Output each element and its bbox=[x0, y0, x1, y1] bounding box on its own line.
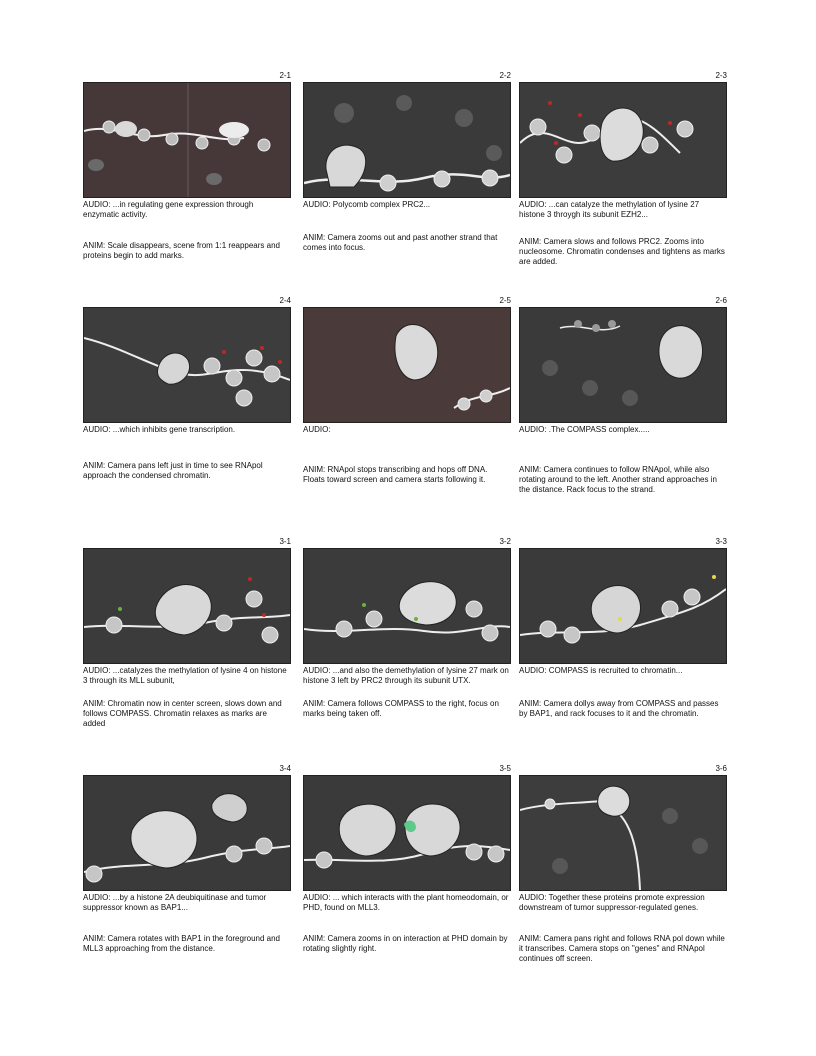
anim-caption: ANIM: Camera zooms in on interaction at PHD domain by rotating slightly right. bbox=[303, 934, 508, 953]
sketch-image bbox=[84, 83, 290, 197]
anim-caption: ANIM: Scale disappears, scene from 1:1 reappears and proteins begin to add marks. bbox=[83, 241, 280, 260]
panel-sketch bbox=[519, 82, 727, 198]
panel-sketch bbox=[303, 82, 511, 198]
anim-caption: ANIM: Camera slows and follows PRC2. Zooms into nucleosome. Chromatin condenses and tightens as marks are added. bbox=[519, 237, 725, 266]
panel-sketch bbox=[83, 775, 291, 891]
sketch-image bbox=[304, 308, 510, 422]
anim-caption: ANIM: Camera rotates with BAP1 in the foreground and MLL3 approaching from the distance. bbox=[83, 934, 280, 953]
panel-sketch bbox=[303, 548, 511, 664]
panel-number: 2-6 bbox=[715, 296, 727, 305]
panel-sketch bbox=[83, 307, 291, 423]
sketch-image bbox=[304, 549, 510, 663]
audio-caption: AUDIO: ...in regulating gene expression through enzymatic activity. bbox=[83, 200, 254, 219]
panel-number: 2-3 bbox=[715, 71, 727, 80]
audio-caption: AUDIO: ...can catalyze the methylation of lysine 27 histone 3 throygh its subunit EZH2... bbox=[519, 200, 700, 219]
audio-caption: AUDIO: Polycomb complex PRC2... bbox=[303, 200, 431, 209]
panel-sketch bbox=[519, 775, 727, 891]
audio-caption: AUDIO: Together these proteins promote expression downstream of tumor suppressor-regulated genes. bbox=[519, 893, 705, 912]
panel-number: 2-1 bbox=[279, 71, 291, 80]
sketch-image bbox=[304, 776, 510, 890]
sketch-image bbox=[84, 549, 290, 663]
panel-sketch bbox=[83, 82, 291, 198]
audio-caption: AUDIO: ... which interacts with the plant homeodomain, or PHD, found on MLL3. bbox=[303, 893, 509, 912]
sketch-image bbox=[520, 776, 726, 890]
panel-number: 2-5 bbox=[499, 296, 511, 305]
panel-number: 3-1 bbox=[279, 537, 291, 546]
audio-caption: AUDIO: bbox=[303, 425, 331, 434]
anim-caption: ANIM: Camera continues to follow RNApol, while also rotating around to the left. Another strand approaches in the distance. Rack focus to the strand. bbox=[519, 465, 717, 494]
panel-sketch bbox=[519, 307, 727, 423]
panel-number: 3-6 bbox=[715, 764, 727, 773]
audio-caption: AUDIO: ...which inhibits gene transcription. bbox=[83, 425, 236, 434]
audio-caption: AUDIO: ...catalyzes the methylation of lysine 4 on histone 3 through its MLL subunit, bbox=[83, 666, 287, 685]
audio-caption: AUDIO: ...by a histone 2A deubiquitinase and tumor suppressor known as BAP1... bbox=[83, 893, 267, 912]
panel-sketch bbox=[303, 775, 511, 891]
audio-caption: AUDIO: ...and also the demethylation of lysine 27 mark on histone 3 left by PRC2 through its subunit UTX. bbox=[303, 666, 509, 685]
sketch-image bbox=[84, 308, 290, 422]
anim-caption: ANIM: Camera pans left just in time to see RNApol approach the condensed chromatin. bbox=[83, 461, 263, 480]
sketch-image bbox=[304, 83, 510, 197]
panel-number: 2-2 bbox=[499, 71, 511, 80]
panel-sketch bbox=[83, 548, 291, 664]
audio-caption: AUDIO: .The COMPASS complex..... bbox=[519, 425, 650, 434]
panel-number: 3-5 bbox=[499, 764, 511, 773]
anim-caption: ANIM: Camera follows COMPASS to the right, focus on marks being taken off. bbox=[303, 699, 499, 718]
anim-caption: ANIM: Camera zooms out and past another strand that comes into focus. bbox=[303, 233, 498, 252]
anim-caption: ANIM: Camera pans right and follows RNA pol down while it transcribes. Camera stops on "genes" and RNApol continues off screen. bbox=[519, 934, 725, 963]
panel-number: 3-3 bbox=[715, 537, 727, 546]
panel-number: 2-4 bbox=[279, 296, 291, 305]
anim-caption: ANIM: Camera dollys away from COMPASS and passes by BAP1, and rack focuses to it and the chromatin. bbox=[519, 699, 719, 718]
panel-number: 3-4 bbox=[279, 764, 291, 773]
panel-number: 3-2 bbox=[499, 537, 511, 546]
audio-caption: AUDIO: COMPASS is recruited to chromatin... bbox=[519, 666, 683, 675]
anim-caption: ANIM: RNApol stops transcribing and hops off DNA. Floats toward screen and camera starts following it. bbox=[303, 465, 488, 484]
panel-sketch bbox=[519, 548, 727, 664]
sketch-image bbox=[520, 308, 726, 422]
sketch-image bbox=[520, 549, 726, 663]
anim-caption: ANIM: Chromatin now in center screen, slows down and follows COMPASS. Chromatin relaxes as marks are added bbox=[83, 699, 282, 728]
sketch-image bbox=[520, 83, 726, 197]
sketch-image bbox=[84, 776, 290, 890]
panel-sketch bbox=[303, 307, 511, 423]
